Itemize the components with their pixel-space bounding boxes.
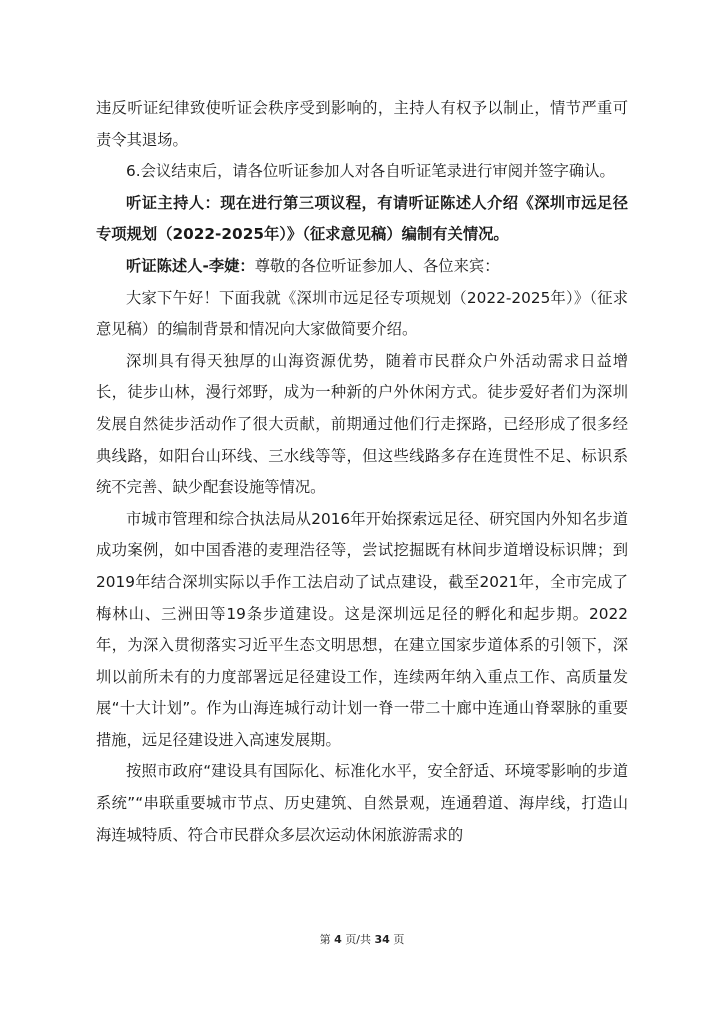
speaker-label: 听证陈述人-李婕： bbox=[126, 256, 255, 275]
footer-total-pages: 34 bbox=[374, 933, 390, 946]
footer-page-number: 4 bbox=[334, 933, 342, 946]
footer-middle: 页/共 bbox=[345, 933, 372, 946]
paragraph-continuation: 违反听证纪律致使听证会秩序受到影响的，主持人有权予以制止，情节严重可责令其退场。 bbox=[96, 99, 628, 149]
paragraph-background: 深圳具有得天独厚的山海资源优势，随着市民群众户外活动需求日益增长，徒步山林，漫行郊野，成为一种新的户外休闲方式。徒步爱好者们为深圳发展自然徒步活动作了很大贡献，前期通过他们行走探路，已经形成了很多经典线路，如阳台山环线、三水线等等，但这些线路多存在连贯性不足、标识系统不完善、缺少配套设施等情况。 bbox=[96, 351, 628, 497]
paragraph-item-6: 6.会议结束后，请各位听证参加人对各自听证笔录进行审阅并签字确认。 bbox=[126, 162, 615, 181]
page-footer bbox=[0, 932, 724, 948]
salutation: 尊敬的各位听证参加人、各位来宾： bbox=[254, 256, 500, 275]
paragraph-host-statement: 听证主持人：现在进行第三项议程，有请听证陈述人介绍《深圳市远足径专项规划（2022-2025年）》（征求意见稿）编制有关情况。 bbox=[96, 193, 628, 244]
footer-suffix: 页 bbox=[393, 933, 405, 946]
paragraph-speaker-intro bbox=[96, 251, 628, 283]
paragraph-requirements: 按照市政府“建设具有国际化、标准化水平，安全舒适、环境零影响的步道系统”“串联重要城市节点、历史建筑、自然景观，连通碧道、海岸线，打造山海连城特质、符合市民群众多层次运动休闲旅游需求的 bbox=[96, 762, 628, 844]
footer-prefix: 第 bbox=[319, 933, 331, 946]
paragraph-history: 市城市管理和综合执法局从2016年开始探索远足径、研究国内外知名步道成功案例，如中国香港的麦理浩径等，尝试挖掘既有林间步道增设标识牌；到2019年结合深圳实际以手作工法启动了试点建设，截至2021年，全市完成了梅林山、三洲田等19条步道建设。这是深圳远足径的孵化和起步期。2022年，为深入贯彻落实习近平生态文明思想，在建立国家步道体系的引领下，深圳以前所未有的力度部署远足径建设工作，连续两年纳入重点工作、高质量发展“十大计划”。作为山海连城行动计划一脊一带二十廊中连通山脊翠脉的重要措施，远足径建设进入高速发展期。 bbox=[96, 509, 628, 749]
page-body bbox=[96, 93, 628, 851]
paragraph-greeting: 大家下午好！下面我就《深圳市远足径专项规划（2022-2025年）》（征求意见稿）的编制背景和情况向大家做简要介绍。 bbox=[96, 288, 628, 339]
